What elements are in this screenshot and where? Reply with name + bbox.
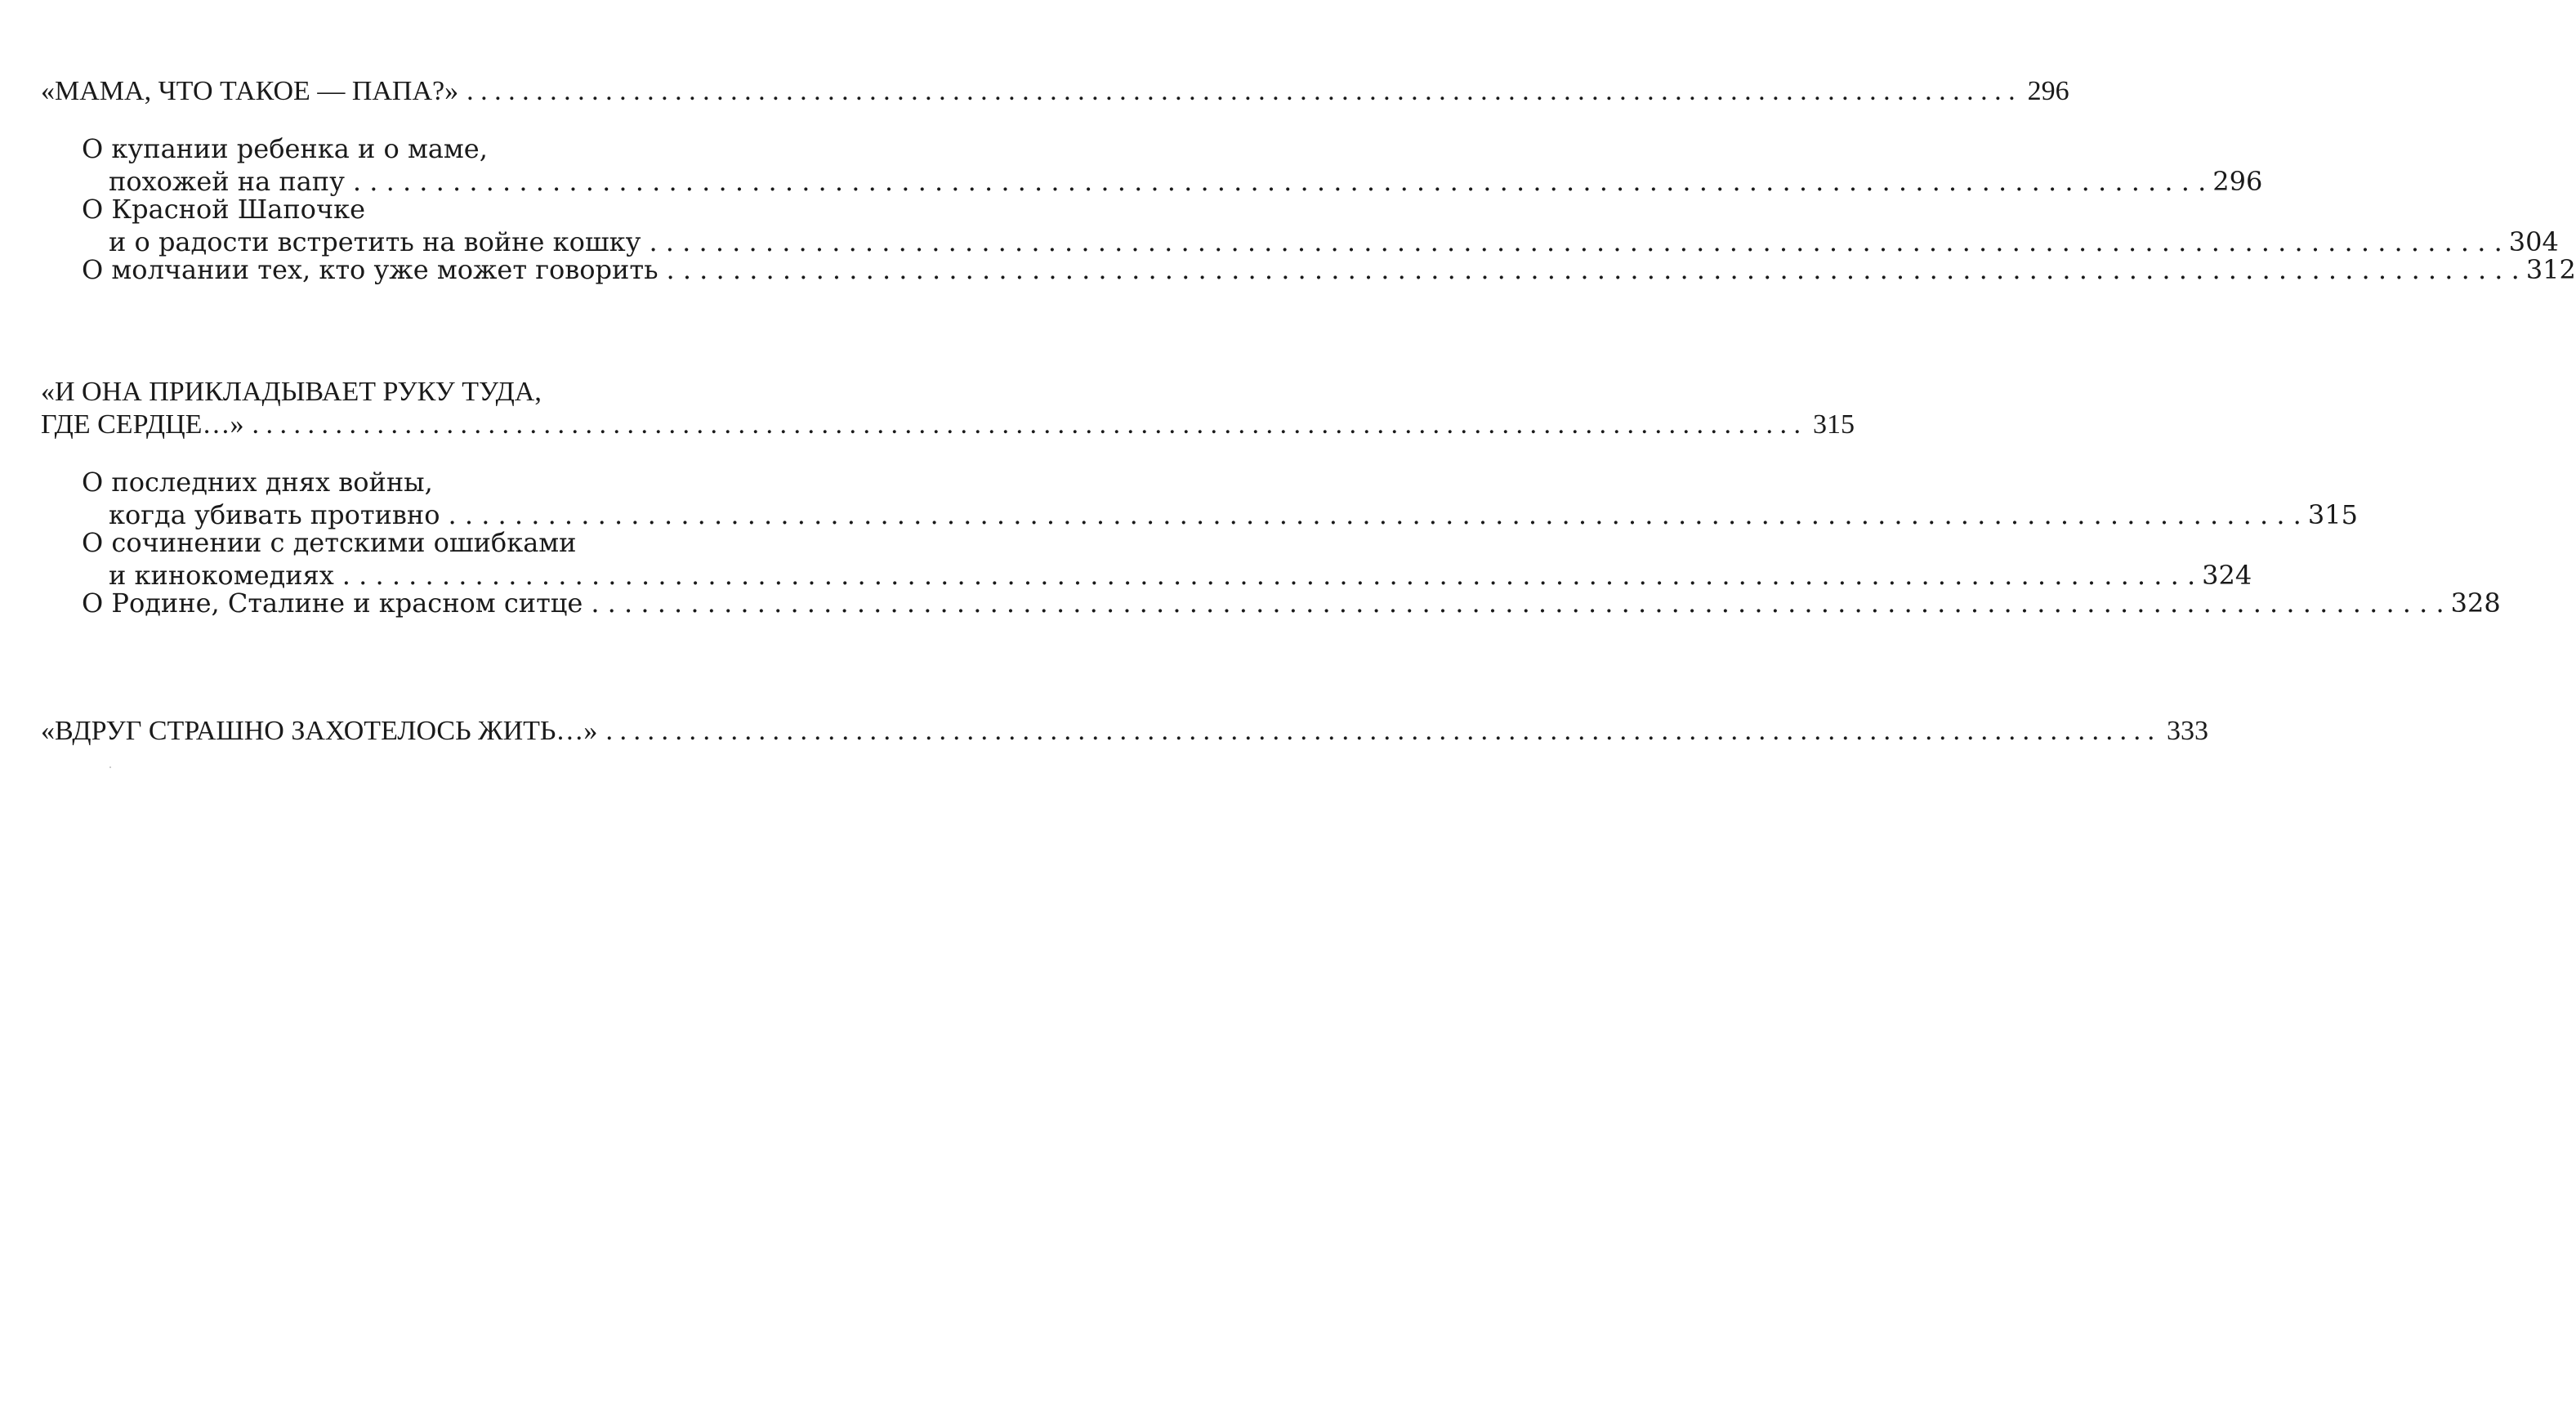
toc-heading[interactable] — [41, 75, 2069, 108]
toc-entry-first-line — [82, 466, 821, 498]
toc-entry-title: О последних днях войны, — [82, 467, 433, 498]
toc-section — [41, 715, 2208, 748]
toc-entry-title-cont: и кинокомедиях — [109, 560, 334, 591]
toc-entry-title-cont: похожей на папу — [109, 166, 345, 197]
toc-heading-title: «И ОНА ПРИКЛАДЫВАЕТ РУКУ ТУДА, — [41, 377, 542, 407]
toc-page-number: 315 — [1812, 409, 1855, 440]
dot-leader — [605, 715, 2154, 748]
toc-entry-first-line — [82, 132, 821, 165]
scan-speck — [109, 766, 111, 768]
dot-leader — [666, 253, 2519, 286]
toc-entry[interactable] — [41, 193, 2559, 258]
toc-section — [41, 376, 1855, 441]
toc-entry-title: О Родине, Сталине и красном ситце — [82, 588, 583, 619]
toc-heading-last-line[interactable] — [41, 409, 1855, 441]
toc-heading-first-line[interactable] — [41, 376, 780, 409]
toc-entry-title-cont: когда убивать противно — [109, 499, 440, 530]
toc-entry-title: О сочинении с детскими ошибками — [82, 527, 577, 558]
toc-entry-last-line — [82, 253, 2576, 286]
toc-heading-title-cont: ГДЕ СЕРДЦЕ…» — [41, 409, 244, 440]
toc-page-number: 333 — [2166, 716, 2208, 746]
toc-page-number: 312 — [2525, 254, 2576, 285]
toc-entry[interactable] — [41, 253, 2576, 286]
toc-entry-first-line — [82, 526, 821, 559]
toc-entry-title: О Красной Шапочке — [82, 194, 366, 225]
toc-page-number: 296 — [2027, 76, 2069, 106]
dot-leader — [467, 75, 2016, 108]
toc-heading[interactable] — [41, 715, 2208, 748]
toc-entry-first-line — [82, 193, 821, 226]
toc-heading-title: «МАМА, ЧТО ТАКОЕ — ПАПА?» — [41, 76, 459, 106]
toc-page-number: 328 — [2450, 588, 2501, 619]
toc-entry-last-line — [82, 587, 2501, 619]
toc-entry-title: О купании ребенка и о маме, — [82, 133, 488, 164]
toc-page-number: 296 — [2212, 166, 2263, 197]
dot-leader — [591, 587, 2444, 619]
toc-entry[interactable] — [41, 466, 2358, 531]
dot-leader — [252, 409, 1801, 441]
toc-entry[interactable] — [41, 587, 2501, 619]
toc-entry-title-cont: и о радости встретить на войне кошку — [109, 226, 641, 257]
toc-section — [41, 75, 2069, 108]
toc-entry-title: О молчании тех, кто уже может говорить — [82, 254, 659, 285]
toc-entry[interactable] — [41, 132, 2263, 198]
toc-entry[interactable] — [41, 526, 2252, 592]
toc-page-number: 315 — [2307, 499, 2358, 530]
toc-page-number: 324 — [2202, 560, 2252, 591]
toc-heading-title: «ВДРУГ СТРАШНО ЗАХОТЕЛОСЬ ЖИТЬ…» — [41, 716, 598, 746]
toc-page-number: 304 — [2508, 226, 2559, 257]
